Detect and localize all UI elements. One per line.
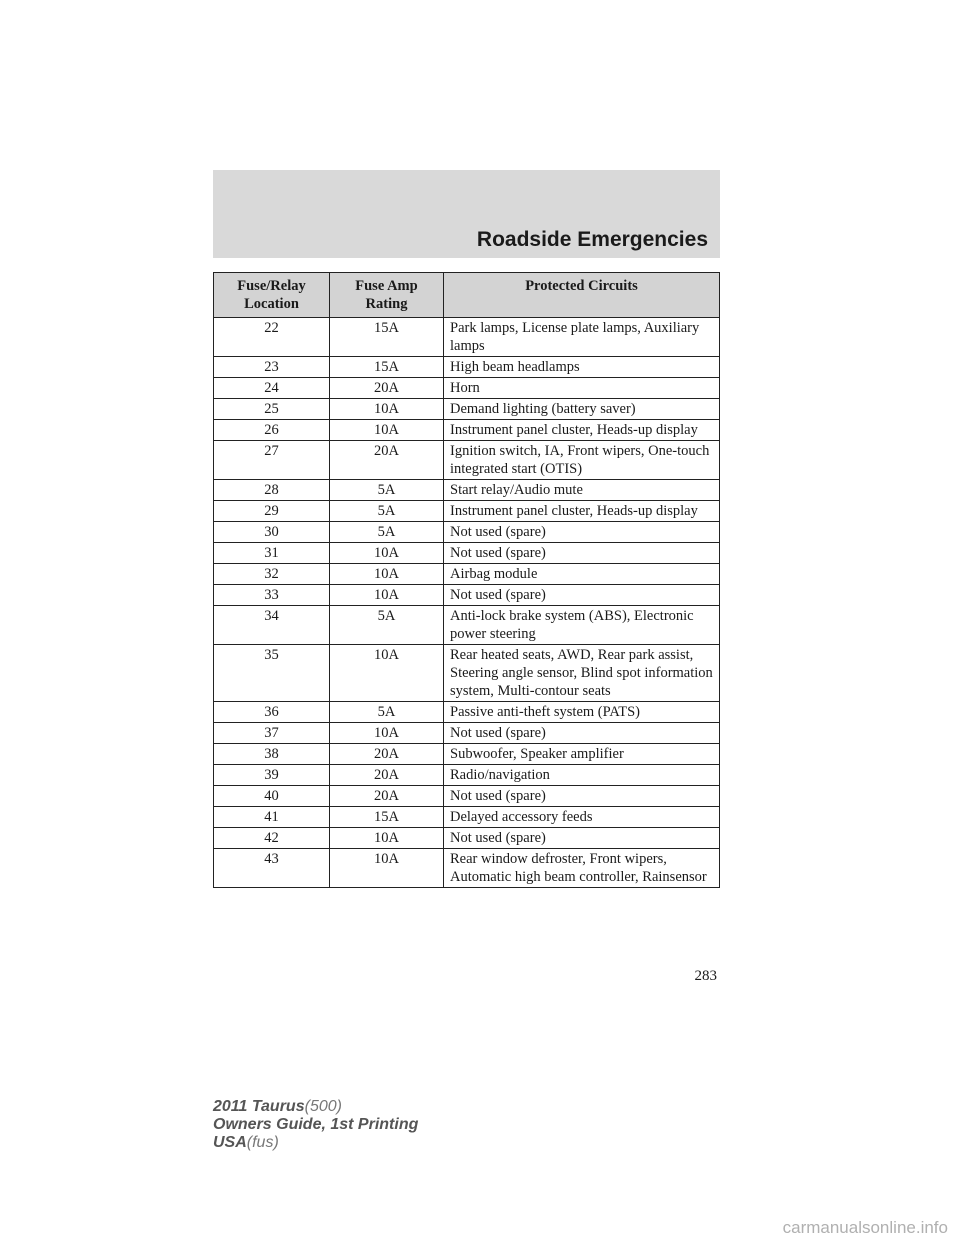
fuse-amp-cell: 5A	[330, 501, 444, 522]
protected-circuits-cell: Radio/navigation	[444, 765, 720, 786]
table-row	[214, 441, 720, 480]
table-row	[214, 849, 720, 888]
fuse-location-cell: 25	[214, 399, 330, 420]
column-header-location: Fuse/Relay Location	[214, 273, 330, 318]
protected-circuits-cell: Rear window defroster, Front wipers, Automatic high beam controller, Rainsensor	[444, 849, 720, 888]
fuse-amp-cell: 15A	[330, 318, 444, 357]
fuse-amp-cell: 20A	[330, 744, 444, 765]
fuse-location-cell: 34	[214, 606, 330, 645]
fuse-location-cell: 42	[214, 828, 330, 849]
fuse-location-cell: 32	[214, 564, 330, 585]
fuse-location-cell: 30	[214, 522, 330, 543]
fuse-location-cell: 24	[214, 378, 330, 399]
protected-circuits-cell: Subwoofer, Speaker amplifier	[444, 744, 720, 765]
table-row	[214, 399, 720, 420]
page-number: 283	[694, 968, 717, 984]
fuse-amp-cell: 10A	[330, 585, 444, 606]
table-row	[214, 585, 720, 606]
fuse-location-cell: 22	[214, 318, 330, 357]
print-footer	[213, 1098, 418, 1152]
fuse-location-cell: 36	[214, 702, 330, 723]
fuse-location-cell: 26	[214, 420, 330, 441]
protected-circuits-cell: High beam headlamps	[444, 357, 720, 378]
protected-circuits-cell: Not used (spare)	[444, 522, 720, 543]
protected-circuits-cell: Instrument panel cluster, Heads-up display	[444, 420, 720, 441]
table-row	[214, 723, 720, 744]
protected-circuits-cell: Airbag module	[444, 564, 720, 585]
fuse-amp-cell: 15A	[330, 807, 444, 828]
fuse-location-cell: 29	[214, 501, 330, 522]
fuse-location-cell: 33	[214, 585, 330, 606]
fuse-amp-cell: 10A	[330, 564, 444, 585]
protected-circuits-cell: Demand lighting (battery saver)	[444, 399, 720, 420]
protected-circuits-cell: Not used (spare)	[444, 543, 720, 564]
table-row	[214, 765, 720, 786]
section-header-band	[213, 170, 720, 258]
table-row	[214, 807, 720, 828]
footer-line-1	[213, 1098, 418, 1116]
fuse-amp-cell: 10A	[330, 849, 444, 888]
table-row	[214, 420, 720, 441]
table-row	[214, 318, 720, 357]
table-row	[214, 357, 720, 378]
watermark: carmanualsonline.info	[782, 1218, 948, 1237]
fuse-amp-cell: 5A	[330, 702, 444, 723]
fuse-amp-cell: 10A	[330, 828, 444, 849]
footer-market-code: (fus)	[246, 1134, 279, 1151]
fuse-amp-cell: 10A	[330, 420, 444, 441]
table-body	[214, 318, 720, 888]
fuse-table	[213, 272, 720, 888]
section-title: Roadside Emergencies	[476, 228, 708, 251]
table-row	[214, 378, 720, 399]
protected-circuits-cell: Anti-lock brake system (ABS), Electronic power steering	[444, 606, 720, 645]
fuse-location-cell: 40	[214, 786, 330, 807]
column-header-amp-rating: Fuse Amp Rating	[330, 273, 444, 318]
table-row	[214, 744, 720, 765]
protected-circuits-cell: Not used (spare)	[444, 585, 720, 606]
table-row	[214, 501, 720, 522]
table-row	[214, 522, 720, 543]
table-row	[214, 480, 720, 501]
footer-printing: Owners Guide, 1st Printing	[213, 1116, 419, 1133]
fuse-location-cell: 35	[214, 645, 330, 702]
fuse-amp-cell: 10A	[330, 399, 444, 420]
fuse-location-cell: 27	[214, 441, 330, 480]
footer-line-3	[213, 1134, 418, 1152]
fuse-location-cell: 41	[214, 807, 330, 828]
fuse-amp-cell: 5A	[330, 480, 444, 501]
protected-circuits-cell: Ignition switch, IA, Front wipers, One-touch integrated start (OTIS)	[444, 441, 720, 480]
fuse-amp-cell: 5A	[330, 606, 444, 645]
fuse-location-cell: 31	[214, 543, 330, 564]
protected-circuits-cell: Not used (spare)	[444, 828, 720, 849]
protected-circuits-cell: Rear heated seats, AWD, Rear park assist, Steering angle sensor, Blind spot information system, Multi-contour seats	[444, 645, 720, 702]
table-row	[214, 564, 720, 585]
fuse-amp-cell: 10A	[330, 645, 444, 702]
fuse-location-cell: 28	[214, 480, 330, 501]
fuse-amp-cell: 20A	[330, 786, 444, 807]
protected-circuits-cell: Instrument panel cluster, Heads-up display	[444, 501, 720, 522]
protected-circuits-cell: Passive anti-theft system (PATS)	[444, 702, 720, 723]
fuse-amp-cell: 10A	[330, 723, 444, 744]
footer-line-2	[213, 1116, 418, 1134]
protected-circuits-cell: Park lamps, License plate lamps, Auxiliary lamps	[444, 318, 720, 357]
protected-circuits-cell: Start relay/Audio mute	[444, 480, 720, 501]
table-row	[214, 702, 720, 723]
footer-model: 2011 Taurus	[213, 1098, 305, 1115]
protected-circuits-cell: Not used (spare)	[444, 723, 720, 744]
table-header-row	[214, 273, 720, 318]
fuse-amp-cell: 10A	[330, 543, 444, 564]
table-row	[214, 645, 720, 702]
fuse-amp-cell: 5A	[330, 522, 444, 543]
column-header-protected-circuits: Protected Circuits	[444, 273, 720, 318]
fuse-amp-cell: 20A	[330, 378, 444, 399]
protected-circuits-cell: Not used (spare)	[444, 786, 720, 807]
fuse-location-cell: 39	[214, 765, 330, 786]
protected-circuits-cell: Horn	[444, 378, 720, 399]
fuse-location-cell: 38	[214, 744, 330, 765]
footer-model-code: (500)	[304, 1098, 342, 1115]
table-row	[214, 606, 720, 645]
fuse-amp-cell: 20A	[330, 441, 444, 480]
protected-circuits-cell: Delayed accessory feeds	[444, 807, 720, 828]
table-row	[214, 543, 720, 564]
fuse-location-cell: 37	[214, 723, 330, 744]
fuse-location-cell: 23	[214, 357, 330, 378]
table-row	[214, 786, 720, 807]
fuse-amp-cell: 20A	[330, 765, 444, 786]
fuse-location-cell: 43	[214, 849, 330, 888]
fuse-amp-cell: 15A	[330, 357, 444, 378]
footer-market: USA	[213, 1134, 247, 1151]
table-row	[214, 828, 720, 849]
